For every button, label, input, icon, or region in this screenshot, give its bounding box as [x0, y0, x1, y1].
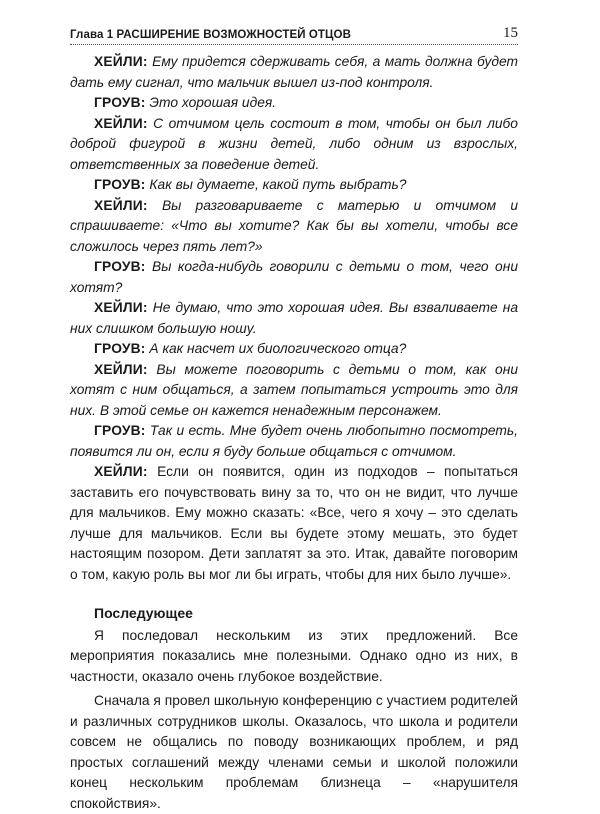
dialogue-line — [70, 421, 518, 462]
speech: Так и есть. Мне будет очень любопытно посмотреть, появится ли он, если я буду больше общаться с отчимом. — [70, 423, 518, 459]
speaker: ХЕЙЛИ: — [94, 300, 148, 315]
body-paragraph: Я последовал нескольким из этих предложений. Все мероприятия показались мне полезными. Однако одно из них, в частности, оказало очень глубокое воздействие. — [70, 627, 518, 684]
dialogue-line — [70, 52, 518, 93]
page-body — [70, 52, 518, 814]
speech: Это хорошая идея. — [149, 95, 277, 110]
speaker: ХЕЙЛИ: — [94, 361, 148, 377]
page-number: 15 — [503, 25, 518, 41]
chapter-title: Глава 1 РАСШИРЕНИЕ ВОЗМОЖНОСТЕЙ ОТЦОВ — [70, 29, 352, 41]
speaker: ГРОУВ: — [94, 177, 146, 192]
speaker: ГРОУВ: — [94, 341, 146, 356]
speech: Как вы думаете, какой путь выбрать? — [149, 177, 407, 192]
speaker: ХЕЙЛИ: — [94, 464, 148, 479]
speaker: ГРОУВ: — [94, 95, 146, 110]
body-paragraph: Сначала я провел школьную конференцию с участием родителей и различных сотрудников школы. Оказалось, что школа и родители совсем не общались по поводу возникающих проблем, и ряд простых соглашений между членами семьи и школой положили конец нескольким проблемам близнеца – «нарушителя спокойствия». — [70, 693, 518, 811]
section-heading: Последующее — [94, 605, 193, 621]
speaker: ХЕЙЛИ: — [94, 115, 148, 131]
speech: Вы разговариваете с матерью и отчимом и спрашиваете: «Что вы хотите? Как бы вы хотели, чтобы все сложилось через пять лет?» — [70, 197, 518, 254]
dialogue-line — [70, 175, 518, 196]
speech: С отчимом цель состоит в том, чтобы он был либо доброй фигурой в жизни детей, либо одним из взрослых, ответственных за поведение детей. — [70, 115, 518, 172]
speech: А как насчет их биологического отца? — [149, 341, 407, 356]
speech: Вы когда-нибудь говорили с детьми о том, чего они хотят? — [70, 259, 518, 295]
speaker: ГРОУВ: — [94, 423, 146, 438]
running-header — [70, 22, 518, 45]
speaker: ГРОУВ: — [94, 259, 146, 274]
dialogue-line — [70, 196, 518, 258]
speaker: ХЕЙЛИ: — [94, 197, 148, 213]
dialogue — [70, 52, 518, 585]
speech: Если он появится, один из подходов – попытаться заставить его почувствовать вину за то, что он не видит, что лучше для мальчиков. Ему можно сказать: «Все, чего я хочу – это сделать лучше для мальчиков. Если вы будете этому мешать, это будет настоящим позором. Дети заплатят за это. Итак, давайте поговорим о том, какую роль вы мог ли бы играть, чтобы для них было лучше». — [70, 464, 518, 582]
speech: Ему придется сдерживать себя, а мать должна будет дать ему сигнал, что мальчик вышел из-под контроля. — [70, 54, 518, 90]
dialogue-line — [70, 298, 518, 339]
dialogue-line — [70, 114, 518, 176]
speech: Не думаю, что это хорошая идея. Вы взваливаете на них слишком большую ношу. — [70, 300, 518, 336]
speech: Вы можете поговорить с детьми о том, как они хотят с ним общаться, а затем попытаться устроить это для них. В этой семье он кажется ненадежным персонажем. — [70, 361, 518, 418]
speaker: ХЕЙЛИ: — [94, 54, 148, 69]
dialogue-line — [70, 339, 518, 360]
dialogue-line — [70, 462, 518, 585]
dialogue-line — [70, 360, 518, 422]
dialogue-line — [70, 257, 518, 298]
dialogue-line — [70, 93, 518, 114]
